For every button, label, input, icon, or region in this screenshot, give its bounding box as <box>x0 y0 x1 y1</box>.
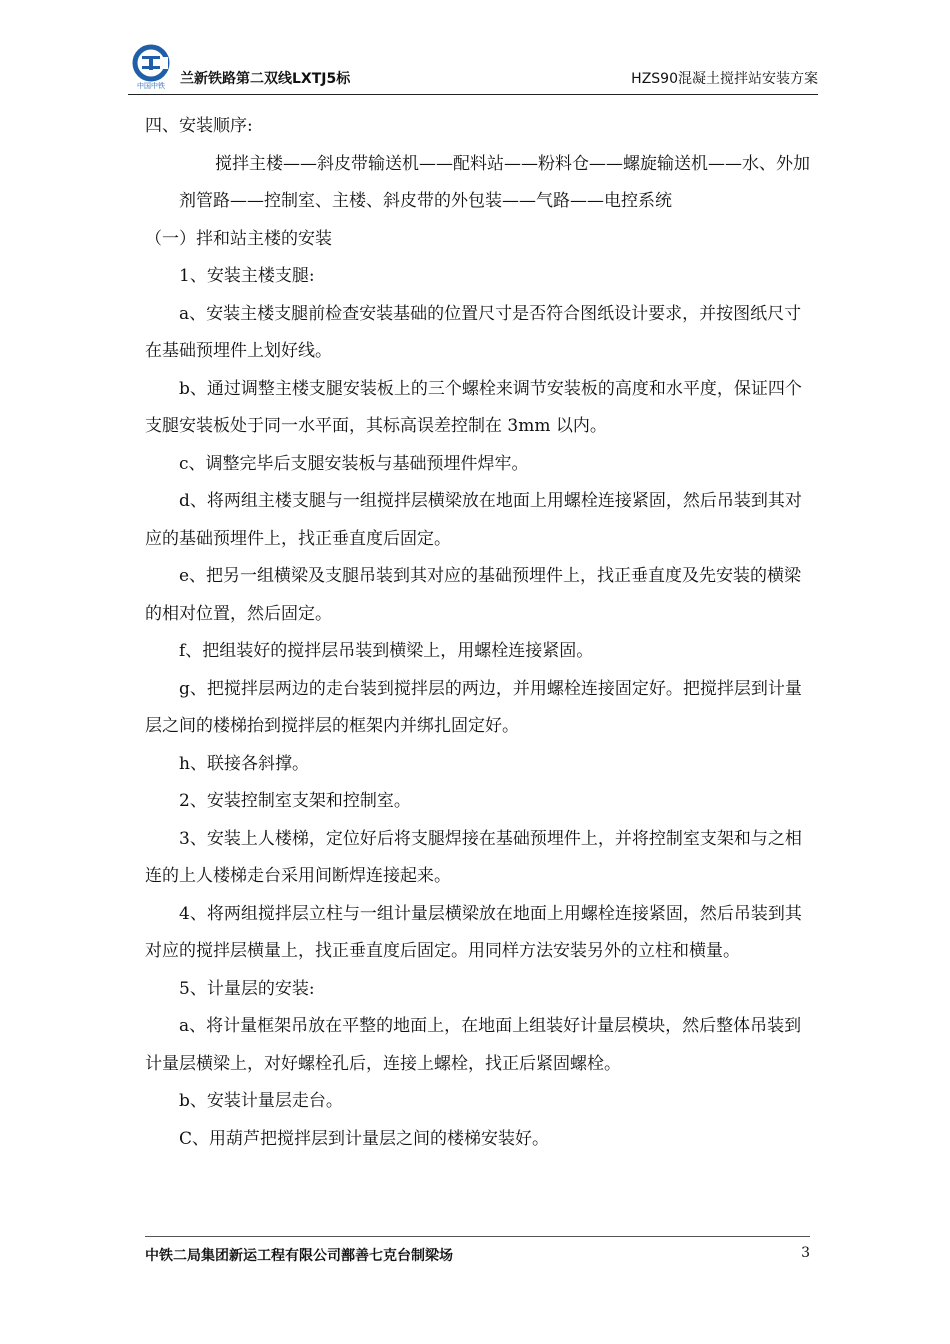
china-railway-logo-icon <box>128 44 174 90</box>
page-footer <box>145 1236 810 1267</box>
paragraph-step-1a: a、安装主楼支腿前检查安装基础的位置尺寸是否符合图纸设计要求，并按图纸尺寸在基础预埋件上划好线。 <box>145 303 802 361</box>
paragraph-step-4: 4、将两组搅拌层立柱与一组计量层横梁放在地面上用螺栓连接紧固，然后吊装到其对应的搅拌层横量上，找正垂直度后固定。用同样方法安装另外的立柱和横量。 <box>145 903 802 961</box>
footer-company: 中铁二局集团新运工程有限公司鄯善七克台制梁场 <box>145 1248 453 1264</box>
paragraph-step-5a: a、将计量框架吊放在平整的地面上，在地面上组装好计量层模块，然后整体吊装到计量层横梁上，对好螺栓孔后，连接上螺栓，找正后紧固螺栓。 <box>145 1016 802 1074</box>
paragraph-step-3: 3、安装上人楼梯，定位好后将支腿焊接在基础预埋件上，并将控制室支架和与之相连的上人楼梯走台采用间断焊连接起来。 <box>145 828 802 886</box>
paragraph-step-1g: g、把搅拌层两边的走台装到搅拌层的两边，并用螺栓连接固定好。把搅拌层到计量层之间的楼梯抬到搅拌层的框架内并绑扎固定好。 <box>145 678 802 736</box>
paragraph-step-1f: f、把组装好的搅拌层吊装到横梁上，用螺栓连接紧固。 <box>179 641 594 661</box>
install-sequence: 搅拌主楼——斜皮带输送机——配料站——粉料仓——螺旋输送机——水、外加剂管路——控制室、主楼、斜皮带的外包装——气路——电控系统 <box>179 153 810 211</box>
paragraph-step-1b: b、通过调整主楼支腿安装板上的三个螺栓来调节安装板的高度和水平度，保证四个支腿安装板处于同一水平面，其标高误差控制在 3mm 以内。 <box>145 378 802 436</box>
paragraph-step-5c: C、用葫芦把搅拌层到计量层之间的楼梯安装好。 <box>179 1128 550 1149</box>
paragraph-step-1e: e、把另一组横梁及支腿吊装到其对应的基础预埋件上，找正垂直度及先安装的横梁的相对位置，然后固定。 <box>145 566 802 624</box>
logo-text: 中国中铁 <box>137 82 165 90</box>
page-header <box>128 42 818 95</box>
paragraph-step-5: 5、计量层的安装: <box>179 978 315 999</box>
paragraph-step-1: 1、安装主楼支腿: <box>179 266 315 286</box>
header-project-title: 兰新铁路第二双线LXTJ5标 <box>180 71 351 87</box>
page-number: 3 <box>801 1245 810 1261</box>
paragraph-step-1d: d、将两组主楼支腿与一组搅拌层横梁放在地面上用螺栓连接紧固，然后吊装到其对应的基础预埋件上，找正垂直度后固定。 <box>145 491 802 549</box>
paragraph-step-1h: h、联接各斜撑。 <box>179 753 309 774</box>
paragraph-step-1c: c、调整完毕后支腿安装板与基础预埋件焊牢。 <box>179 453 529 474</box>
document-body <box>145 108 810 1158</box>
paragraph-step-2: 2、安装控制室支架和控制室。 <box>179 791 411 811</box>
subsection-title: （一）拌和站主楼的安装 <box>145 228 332 249</box>
section-title: 四、安装顺序: <box>145 116 253 136</box>
paragraph-step-5b: b、安装计量层走台。 <box>179 1091 343 1111</box>
header-document-title: HZS90混凝土搅拌站安装方案 <box>631 71 818 87</box>
